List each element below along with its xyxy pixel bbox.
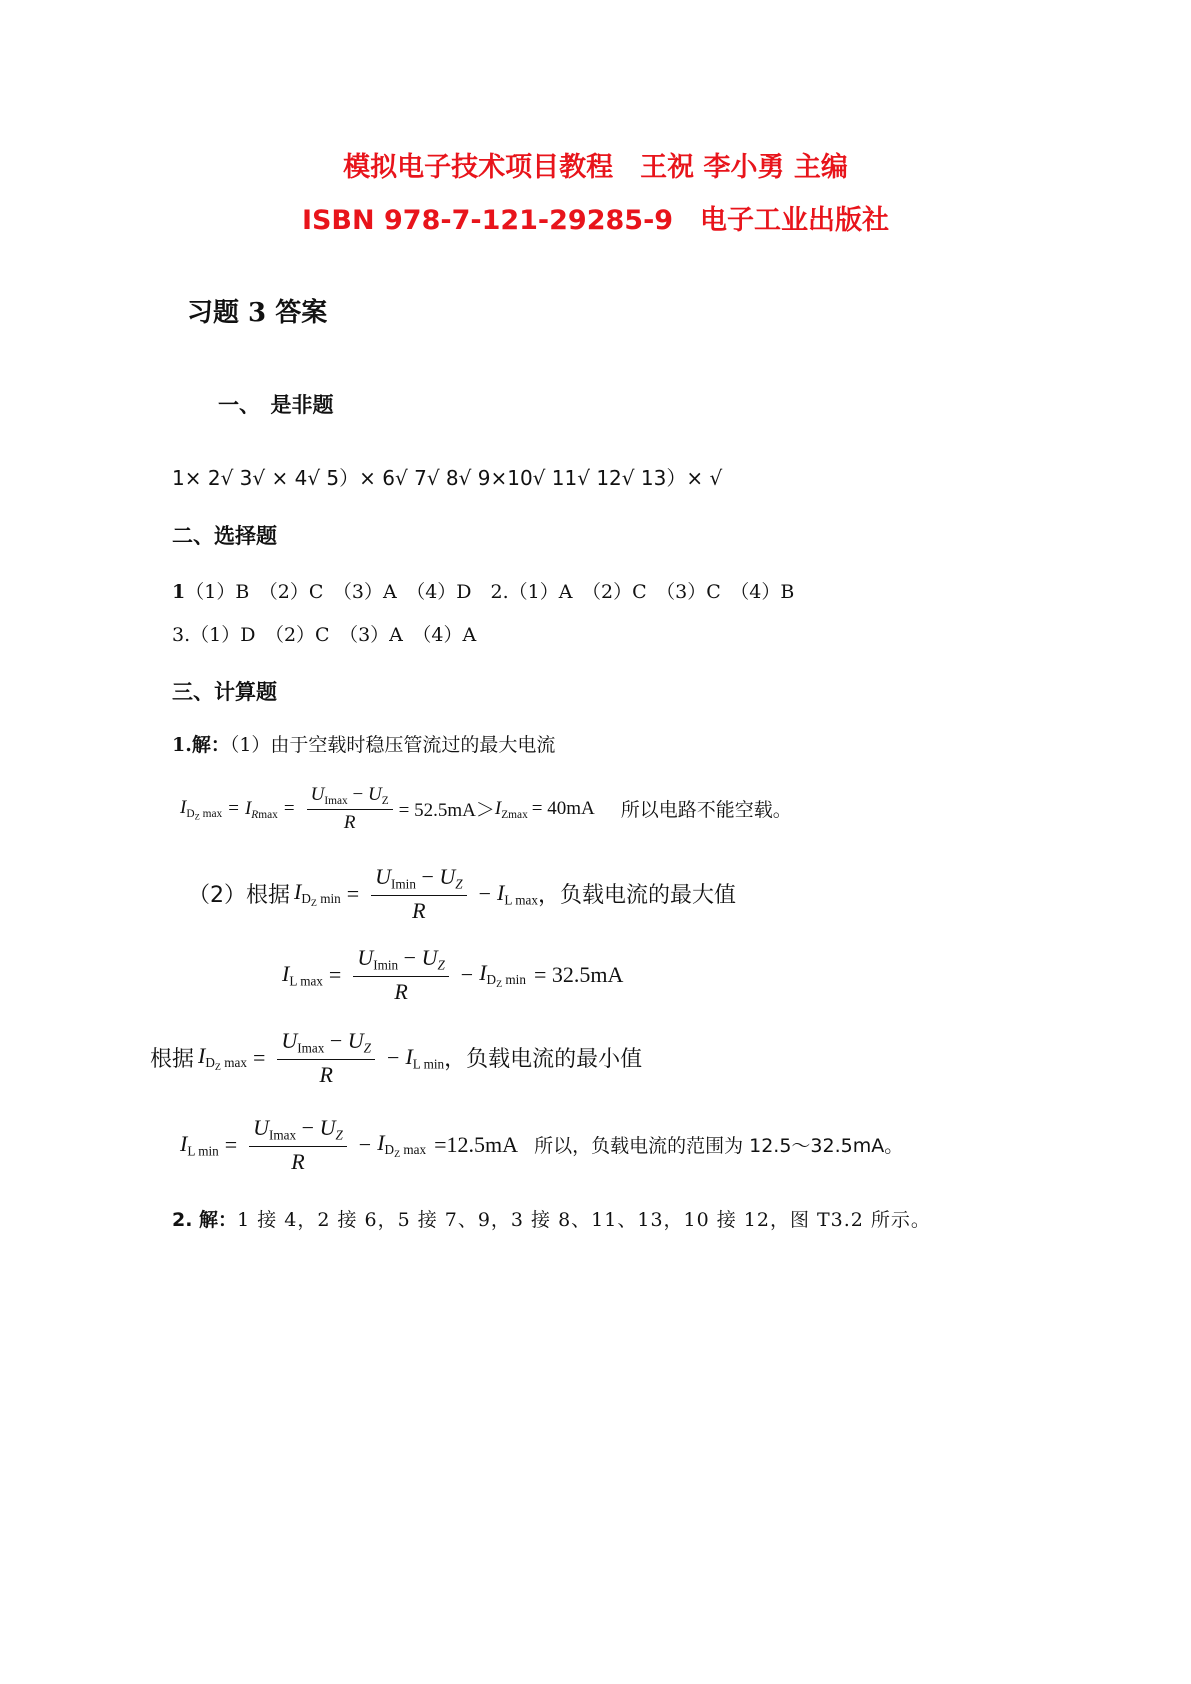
question-1-intro (172, 730, 555, 757)
formula-5-result: =12.5mA (434, 1131, 519, 1157)
question-2 (172, 1205, 931, 1232)
paragraph-4-prefix: 根据 (150, 1047, 195, 1073)
paragraph-2-prefix: （2）根据 (188, 883, 290, 909)
formula-5-note: 所以，负载电流的范围为 12.5～32.5mA。 (534, 1135, 904, 1158)
section-3-heading: 三、计算题 (172, 680, 277, 704)
question-1-label: 1.解： (172, 734, 230, 756)
header-line-1: 模拟电子技术项目教程 王祝 李小勇 主编 (343, 152, 848, 183)
formula-3: $I_{L max}$ = $\frac{U_{Imin} - U_Z}{R}$ − $I_{D_Z min}$ = 32.5mA (282, 945, 624, 1004)
paragraph-2-suffix: ，负载电流的最大值 (537, 883, 736, 909)
question-number: 1 (172, 581, 186, 603)
question-2-label: 2. 解： (172, 1209, 238, 1231)
formula-1: $I_{D_Z max}$ = $I_{Rmax}$ = $\frac{U_{Imax} - U_Z}{R}$ = 52.5mA＞ $I_{Zmax}$ = 40mA 所以电路不能空载。 (180, 784, 792, 833)
paragraph-4: 根据 $I_{D_Z max}$ = $\frac{U_{Imax} - U_Z}{R}$ − $I_{L min}$ ，负载电流的最小值 (150, 1028, 643, 1087)
section-1-answers: 1× 2√ 3√ × 4√ 5）× 6√ 7√ 8√ 9×10√ 11√ 12√ 13）× √ (172, 466, 723, 490)
formula-5: $I_{L min}$ = $\frac{U_{Imax} - U_Z}{R}$ − $I_{D_Z max}$ =12.5mA 所以，负载电流的范围为 12.5～32.5mA。 (180, 1115, 904, 1174)
paragraph-2: （2）根据 $I_{D_Z min}$ = $\frac{U_{Imin} - U_Z}{R}$ − $I_{L max}$ ，负载电流的最大值 (188, 864, 736, 923)
choice-answers-1: （1）B （2）C （3）A （4）D 2.（1）A （2）C （3）C （4）B (185, 581, 795, 603)
formula-1-note: 所以电路不能空载。 (620, 799, 792, 822)
section-2-line-2: 3.（1）D （2）C （3）A （4）A (172, 624, 477, 646)
page-title: 习题 3 答案 (187, 298, 328, 328)
header-line-2: ISBN 978-7-121-29285-9 电子工业出版社 (301, 205, 890, 236)
formula-3-result: = 32.5mA (533, 961, 624, 987)
formula-1-tail: = 40mA (531, 797, 595, 819)
section-1-heading: 一、 是非题 (218, 393, 334, 417)
section-2-line-1 (172, 577, 794, 604)
question-2-text: 1 接 4，2 接 6，5 接 7、9，3 接 8、11、13，10 接 12，图 T3.2 所示。 (237, 1209, 931, 1231)
section-2-heading: 二、选择题 (172, 524, 277, 548)
formula-1-result: = 52.5mA＞ (398, 800, 495, 822)
question-1-text: （1）由于空载时稳压管流过的最大电流 (229, 734, 556, 756)
paragraph-4-suffix: ，负载电流的最小值 (444, 1047, 643, 1073)
